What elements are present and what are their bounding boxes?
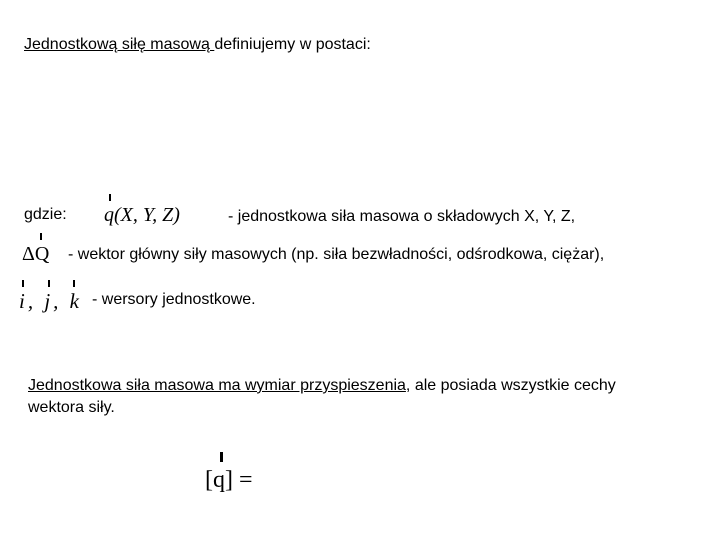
- statement-line-1: [28, 377, 616, 395]
- dq-formula: ΔQ: [22, 243, 50, 265]
- gdzie-label: gdzie:: [24, 206, 67, 223]
- vector-mark-dimension-q: [220, 452, 223, 462]
- q-formula: q(X, Y, Z): [104, 204, 180, 226]
- vector-mark-k: [73, 280, 75, 287]
- statement-underlined: Jednostkowa siła masowa ma wymiar przyspieszenia: [28, 377, 406, 394]
- vector-mark-dq: [40, 233, 42, 240]
- q-description: - jednostkowa siła masowa o składowych X, Y, Z,: [228, 208, 576, 225]
- intro-rest: definiujemy w postaci:: [214, 36, 371, 53]
- vector-mark-j: [48, 280, 50, 287]
- statement-rest: , ale posiada wszystkie cechy: [405, 377, 616, 394]
- dimension-formula: [q] =: [205, 467, 253, 493]
- vector-mark-q: [109, 194, 111, 201]
- intro-line: [24, 36, 371, 54]
- intro-underlined: Jednostkową siłę masową: [24, 36, 215, 53]
- statement-line-2: wektora siły.: [28, 399, 115, 416]
- vector-mark-i: [22, 280, 24, 287]
- ijk-description: - wersory jednostkowe.: [92, 291, 256, 308]
- dq-description: - wektor główny siły masowych (np. siła bezwładności, odśrodkowa, ciężar),: [68, 246, 605, 263]
- ijk-formula: i, j, k: [19, 289, 82, 313]
